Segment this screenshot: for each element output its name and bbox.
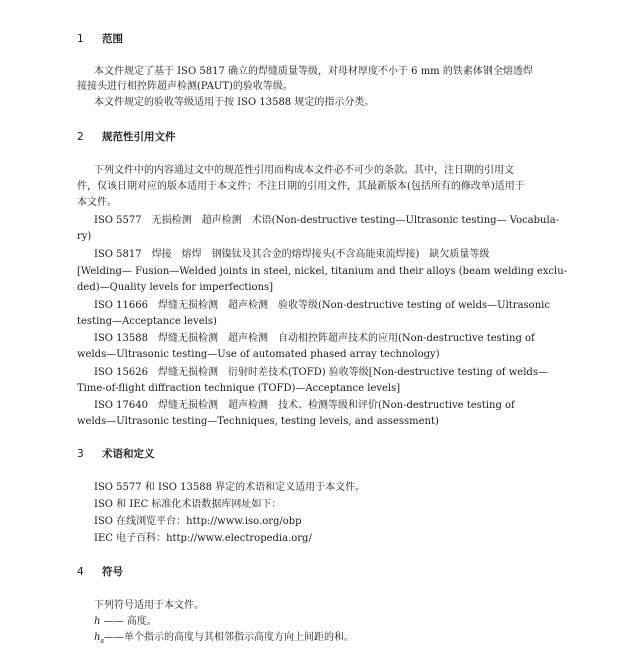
reference-line: ISO 5817 焊接 熔焊 钢镍钛及其合金的熔焊接头(不含高能束流焊接) 缺欠质量等级 [94, 249, 490, 260]
reference-line: welds—Ultrasonic testing—Use of automated phased array technology) [77, 349, 440, 360]
section-4-heading [77, 565, 123, 579]
section-number: 3 [77, 448, 84, 460]
section-title: 范围 [102, 33, 123, 45]
paragraph-line: IEC 电子百科：http://www.electropedia.org/ [94, 533, 312, 544]
paragraph-line: ISO 在线浏览平台：http://www.iso.org/obp [94, 516, 302, 527]
symbol: h [94, 616, 101, 627]
reference-line: ISO 13588 焊缝无损检测 超声检测 自动相控阵超声技术的应用(Non-destructive testing of [94, 333, 535, 344]
paragraph-line: 下列文件中的内容通过文中的规范性引用而构成本文件必不可少的条款。其中，注日期的引用文 [94, 165, 514, 176]
reference-line: testing—Acceptance levels) [77, 316, 217, 327]
paragraph-line: 下列符号适用于本文件。 [94, 600, 204, 611]
paragraph-line: 件，仅该日期对应的版本适用于本文件；不注日期的引用文件，其最新版本(包括所有的修改单)适用于 [77, 181, 525, 192]
reference-line: ded)—Quality levels for imperfections] [77, 282, 274, 293]
section-2-heading [77, 130, 176, 144]
reference-line: [Welding— Fusion—Welded joints in steel, nickel, titanium and their alloys (beam welding exclu- [77, 266, 568, 277]
section-title: 规范性引用文件 [102, 131, 176, 143]
section-title: 符号 [102, 566, 123, 578]
section-number: 1 [77, 33, 84, 45]
paragraph-line: 本文件规定的验收等级适用于按 ISO 13588 规定的指示分类。 [94, 97, 375, 108]
symbol: h [94, 632, 101, 643]
symbol-definition-text: ——单个指示的高度与其相邻指示高度方向上间距的和。 [104, 632, 355, 643]
section-1-heading [77, 32, 123, 46]
symbol-definition [94, 615, 157, 628]
symbol-subscript: s [100, 637, 105, 645]
symbol-definition-text: —— 高度。 [100, 616, 157, 627]
section-number: 2 [77, 131, 84, 143]
section-3-heading [77, 447, 155, 461]
reference-line: ry) [77, 231, 92, 242]
reference-line: ISO 5577 无损检测 超声检测 术语(Non-destructive testing—Ultrasonic testing— Vocabula- [94, 215, 560, 226]
reference-line: Time-of-flight diffraction technique (TOFD)—Acceptance levels] [77, 383, 401, 394]
reference-line: ISO 11666 焊缝无损检测 超声检测 验收等级(Non-destructive testing of welds—Ultrasonic [94, 300, 550, 311]
reference-line: ISO 17640 焊缝无损检测 超声检测 技术、检测等级和评价(Non-destructive testing of [94, 400, 515, 411]
paragraph-line: 本文件规定了基于 ISO 5817 确立的焊缝质量等级，对母材厚度不小于 6 mm 的铁素体钢全熔透焊 [94, 66, 533, 77]
paragraph-line: 接接头进行相控阵超声检测(PAUT)的验收等级。 [77, 81, 293, 92]
reference-line: welds—Ultrasonic testing—Techniques, testing levels, and assessment) [77, 416, 439, 427]
paragraph-line: ISO 和 IEC 标准化术语数据库网址如下： [94, 499, 282, 510]
reference-line: ISO 15626 焊缝无损检测 衍射时差技术(TOFD) 验收等级[Non-destructive testing of welds— [94, 367, 548, 378]
paragraph-line: ISO 5577 和 ISO 13588 界定的术语和定义适用于本文件。 [94, 482, 366, 493]
section-number: 4 [77, 566, 84, 578]
paragraph-line: 本文件。 [77, 197, 117, 208]
section-title: 术语和定义 [102, 448, 155, 460]
symbol-definition [94, 631, 354, 648]
